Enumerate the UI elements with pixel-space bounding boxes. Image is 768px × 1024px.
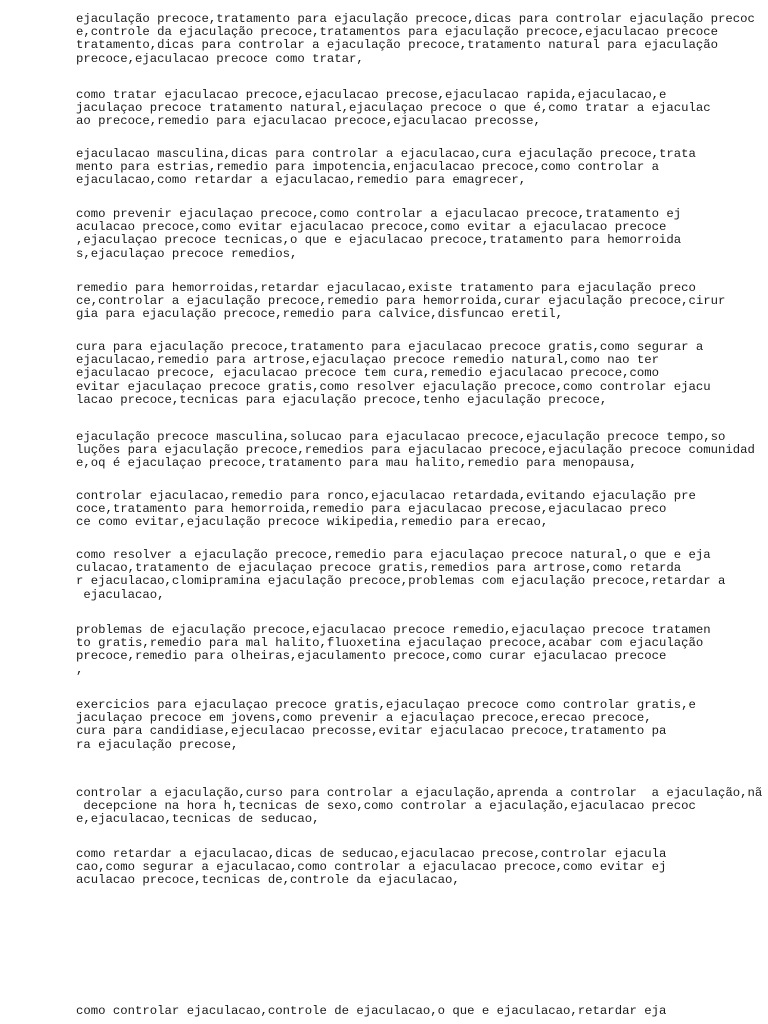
paragraph-5: remedio para hemorroidas,retardar ejaculacao,existe tratamento para ejaculação preco ce,controlar a ejaculação precoce,remedio para hemorroida,curar ejaculação precoce,cirur gia para ejaculação precoce,remedio para calvice,disfuncao eretil, (76, 281, 726, 322)
paragraph-4: como prevenir ejaculaçao precoce,como controlar a ejaculacao precoce,tratamento ej aculacao precoce,como evitar ejaculacao precoce,como evitar a ejaculacao precoce ,ejaculaçao precoce tecnicas,o que e ejaculacao precoce,tratamento para hemorroida s,ejaculaçao precoce remedios, (76, 207, 682, 261)
paragraph-8: controlar ejaculacao,remedio para ronco,ejaculacao retardada,evitando ejaculação pre coce,tratamento para hemorroida,remedio para ejaculacao precose,ejaculacao preco ce como evitar,ejaculação precoce wikipedia,remedio para erecao, (76, 489, 696, 530)
paragraph-3: ejaculacao masculina,dicas para controlar a ejaculacao,cura ejaculação precoce,trata mento para estrias,remedio para impotencia,enjaculacao precoce,como controlar a ejaculacao,como retardar a ejaculacao,remedio para emagrecer, (76, 147, 696, 188)
paragraph-1: ejaculação precoce,tratamento para ejaculação precoce,dicas para controlar ejaculação precoc e,controle da ejaculação precoce,tratamentos para ejaculação precoce,ejaculacao precoce tratamento,dicas para controlar a ejaculação precoce,tratamento natural para ejaculação precoce,ejaculacao precoce como tratar, (76, 12, 755, 66)
paragraph-14: como controlar ejaculacao,controle de ejaculacao,o que e ejaculacao,retardar eja (76, 1004, 667, 1018)
paragraph-13: como retardar a ejaculacao,dicas de seducao,ejaculacao precose,controlar ejacula cao,como segurar a ejaculacao,como controlar a ejaculacao precoce,como evitar ej aculacao precoce,tecnicas de,controle da ejaculacao, (76, 847, 667, 888)
paragraph-7: ejaculação precoce masculina,solucao para ejaculacao precoce,ejaculação precoce tempo,so luções para ejaculação precoce,remedios para ejaculacao precoce,ejaculação precoce comunidad e,oq é ejaculaçao precoce,tratamento para mau halito,remedio para menopausa, (76, 430, 755, 471)
paragraph-2: como tratar ejaculacao precoce,ejaculacao precose,ejaculacao rapida,ejaculacao,e jaculaçao precoce tratamento natural,ejaculaçao precoce o que é,como tratar a ejaculac ao precoce,remedio para ejaculacao precoce,ejaculacao precosse, (76, 88, 711, 129)
paragraph-10: problemas de ejaculação precoce,ejaculacao precoce remedio,ejaculaçao precoce tratamen to gratis,remedio para mal halito,fluoxetina ejaculaçao precoce,acabar com ejaculação precoce,remedio para olheiras,ejaculamento precoce,como curar ejaculacao precoce , (76, 623, 711, 677)
paragraph-12: controlar a ejaculação,curso para controlar a ejaculação,aprenda a controlar a ejaculação,nã decepcione na hora h,tecnicas de sexo,como controlar a ejaculação,ejaculacao precoc e,ejaculacao,tecnicas de seducao, (76, 786, 763, 827)
paragraph-11: exercicios para ejaculaçao precoce gratis,ejaculaçao precoce como controlar gratis,e jaculaçao precoce em jovens,como prevenir a ejaculaçao precoce,erecao precoce, cura para candidiase,ejeculacao precosse,evitar ejaculacao precoce,tratamento pa ra ejaculação precose, (76, 698, 696, 752)
paragraph-6: cura para ejaculação precoce,tratamento para ejaculacao precoce gratis,como segurar a ejaculacao,remedio para artrose,ejaculaçao precoce remedio natural,como nao ter ejaculacao precoce, ejaculacao precoce tem cura,remedio ejaculacao precoce,como evitar ejaculaçao precoce gratis,como resolver ejaculação precoce,como controlar ejacu lacao precoce,tecnicas para ejaculação precoce,tenho ejaculação precoce, (76, 340, 711, 407)
paragraph-9: como resolver a ejaculação precoce,remedio para ejaculaçao precoce natural,o que e eja culacao,tratamento de ejaculaçao precoce gratis,remedios para artrose,como retarda r ejaculacao,clomipramina ejaculação precoce,problemas com ejaculação precoce,retardar a ejaculacao, (76, 548, 726, 602)
